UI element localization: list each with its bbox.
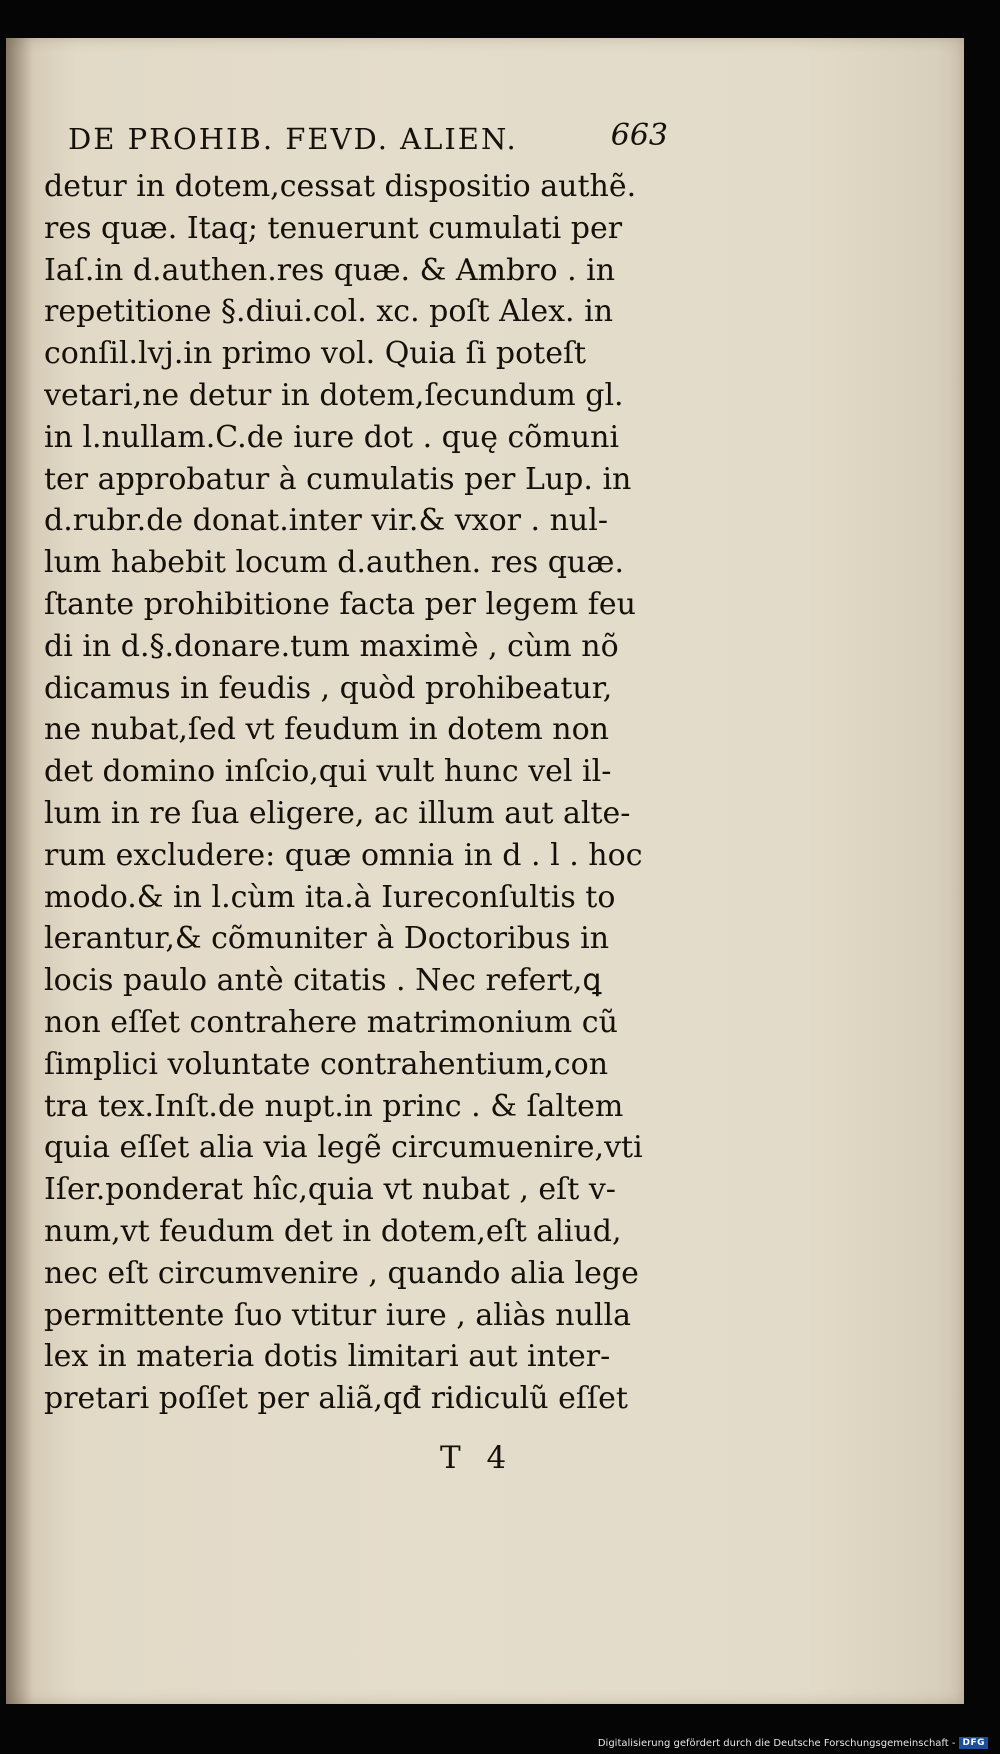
text-line: num,vt feudum det in dotem,eſt aliud, xyxy=(44,1213,622,1249)
text-line: nec eſt circumvenire , quando alia lege xyxy=(44,1255,639,1291)
signature-mark: T 4 xyxy=(440,1440,515,1476)
text-line: lum habebit locum d.authen. res quæ. xyxy=(44,545,624,581)
text-line: detur in dotem,cessat dispositio authẽ. xyxy=(44,169,637,204)
text-line: d.rubr.de donat.inter vir.& vxor . nul- xyxy=(44,503,608,539)
text-line: res quæ. Itaq; tenuerunt cumulati per xyxy=(44,210,623,246)
text-line: non eſſet contrahere matrimonium cũ xyxy=(44,1004,618,1040)
text-line: in l.nullam.C.de iure dot . quę cõmuni xyxy=(44,419,620,455)
text-line: lerantur,& cõmuniter à Doctoribus in xyxy=(44,921,610,957)
text-line: Iſer.ponderat hîc,quia vt nubat , eſt v- xyxy=(44,1172,616,1208)
text-line: pretari poſſet per aliã,qđ ridiculũ eſſet xyxy=(44,1381,628,1417)
text-line: conſil.lvj.in primo vol. Quia ſi poteſt xyxy=(44,336,587,372)
dfg-logo-icon: DFG xyxy=(959,1737,988,1749)
text-line: vetari,ne detur in dotem,ſecundum gl. xyxy=(44,377,624,413)
text-line: ſimplici voluntate contrahentium,con xyxy=(44,1046,609,1082)
text-line: locis paulo antè citatis . Nec refert,ꝗ xyxy=(44,963,602,999)
page-number: 663 xyxy=(610,118,668,153)
credit-text: Digitalisierung gefördert durch die Deutsche Forschungsgemeinschaft - xyxy=(597,1737,956,1749)
text-line: lex in materia dotis limitari aut inter- xyxy=(44,1339,611,1375)
text-line: modo.& in l.cùm ita.à Iureconſultis to xyxy=(44,879,616,915)
text-line: rum excludere: quæ omnia in d . l . hoc xyxy=(44,837,643,873)
text-line: quia eſſet alia via legẽ circumuenire,vti xyxy=(44,1130,643,1166)
text-line: dicamus in feudis , quòd prohibeatur, xyxy=(44,670,613,706)
page-header xyxy=(68,118,668,164)
text-line: repetitione §.diui.col. xc. poſt Alex. in xyxy=(44,294,614,330)
text-line: ne nubat,ſed vt feudum in dotem non xyxy=(44,712,609,748)
text-line: lum in re ſua eligere, ac illum aut alte- xyxy=(44,795,631,831)
text-line: det domino inſcio,qui vult hunc vel il- xyxy=(44,754,612,790)
text-line: ſtante prohibitione facta per legem feu xyxy=(44,586,636,622)
running-head: DE PROHIB. FEVD. ALIEN. xyxy=(68,122,518,156)
text-line: di in d.§.donare.tum maximè , cùm nõ xyxy=(44,628,619,664)
text-line: tra tex.Inſt.de nupt.in princ . & ſaltem xyxy=(44,1088,624,1124)
text-line: permittente ſuo vtitur iure , aliàs nulla xyxy=(44,1297,631,1333)
book-page xyxy=(6,38,964,1704)
text-line: ter approbatur à cumulatis per Lup. in xyxy=(44,461,632,497)
digitization-credit xyxy=(598,1737,988,1749)
body-text xyxy=(44,166,684,1420)
text-line: Iaſ.in d.authen.res quæ. & Ambro . in xyxy=(44,252,616,288)
